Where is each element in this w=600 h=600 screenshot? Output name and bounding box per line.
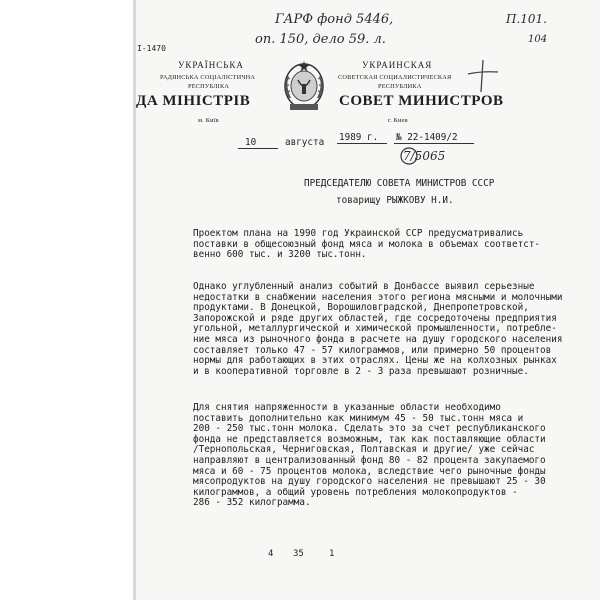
archive-sheet-number: 104 xyxy=(528,34,548,45)
paragraph-line: килограммов, а общий уровень потребления молокопродуктов - xyxy=(193,486,518,498)
archive-stamp-line2: оп. 150, дело 59. л. xyxy=(255,32,386,47)
footer-code-3: 1 xyxy=(329,549,335,559)
paragraph-line: составляет только 47 - 57 килограммов, или примерно 50 процентов xyxy=(193,344,552,356)
paragraph-line: и в кооперативной торговле в 2 - 3 раза превышают розничные. xyxy=(193,365,529,377)
letterhead-left-republic-1: РАДЯНСЬКА СОЦІАЛІСТИЧНА xyxy=(160,74,256,81)
registration-number: 7/5065 xyxy=(403,149,446,163)
paragraph-2 xyxy=(193,281,563,377)
letterhead-left-city: м. Київ xyxy=(198,117,219,124)
page-edge xyxy=(133,0,136,600)
paragraph-line: продуктами. В Донецкой, Ворошиловградской, Днепропетровской, xyxy=(193,302,529,314)
paragraph-line: 286 - 352 килограмма. xyxy=(193,497,311,509)
date-day: 10 xyxy=(245,137,257,148)
letterhead-left-country: УКРАЇНСЬКА xyxy=(178,60,244,70)
paragraph-line: 200 - 250 тыс.тонн молока. Сделать это за счет республиканского xyxy=(193,423,546,435)
archive-stamp-line1: ГАРФ фонд 5446, xyxy=(275,12,394,27)
paragraph-line: /Тернопольская, Черниговская, Полтавская и другие/ уже сейчас xyxy=(193,444,535,456)
document-number-underline xyxy=(394,143,474,144)
paragraph-1 xyxy=(193,228,541,261)
paragraph-line: поставить дополнительно как минимум 45 - 50 тыс.тонн мяса и xyxy=(193,412,524,424)
paragraph-line: направляют в централизованный фонд 80 - 82 процента закупаемого xyxy=(193,454,546,466)
document-number: № 22-1409/2 xyxy=(396,132,458,143)
paragraph-line: угольной, металлургической и химической промышленности, потребле- xyxy=(193,323,557,335)
footer-code-1: 4 xyxy=(268,549,274,559)
addressee-title: ПРЕДСЕДАТЕЛЮ СОВЕТА МИНИСТРОВ СССР xyxy=(304,178,495,189)
paragraph-line: мяса и 60 - 75 процентов молока, вследствие чего рыночные фонды xyxy=(193,465,546,477)
paragraph-line: мясопродуктов на душу городского населения не превышают 25 - 30 xyxy=(193,476,546,488)
letterhead-right-country: УКРАИНСКАЯ xyxy=(362,60,433,70)
paragraph-line: Проектом плана на 1990 год Украинской ССР предусматривались xyxy=(193,228,524,239)
handwritten-cross-mark-icon xyxy=(466,58,500,94)
footer-code-2: 35 xyxy=(293,549,304,559)
paragraph-line: Для снятия напряженности в указанные области необходимо xyxy=(193,402,501,413)
paragraph-line: недостатки в снабжении населения этого региона мясными и молочными xyxy=(193,291,563,303)
paragraph-line: нормы для работающих в этих отраслях. Цены же на колхозных рынках xyxy=(193,355,557,367)
letterhead-left-republic-2: РЕСПУБЛІКА xyxy=(188,83,230,90)
paragraph-line: венно 600 тыс. и 3200 тыс.тонн. xyxy=(193,249,367,261)
registration-circle-icon xyxy=(399,146,419,166)
letterhead-right-city: г. Киев xyxy=(388,117,408,124)
date-year: 1989 г. xyxy=(339,132,379,143)
paragraph-line: ние мяса из рыночного фонда в расчете на душу городского населения xyxy=(193,333,563,345)
left-margin-number: I-1470 xyxy=(137,44,166,53)
paragraph-line: Однако углубленный анализ событий в Донбассе выявил серьезные xyxy=(193,281,535,292)
letterhead-right-body: СОВЕТ МИНИСТРОВ xyxy=(339,93,504,109)
archive-page-ref: П.101. xyxy=(506,12,547,26)
date-day-underline xyxy=(238,148,278,149)
letterhead-right-republic-1: СОВЕТСКАЯ СОЦИАЛИСТИЧЕСКАЯ xyxy=(338,74,452,81)
paragraph-line: фонда не представляется возможным, так как поставляющие области xyxy=(193,433,546,445)
paragraph-3 xyxy=(193,402,546,509)
paragraph-line: Запорожской и ряде других областей, где сосредоточены предприятия xyxy=(193,312,557,324)
state-emblem-icon xyxy=(280,58,328,114)
date-year-underline xyxy=(337,143,387,144)
addressee-name: товарищу РЫЖКОВУ Н.И. xyxy=(336,195,454,206)
date-month: августа xyxy=(285,137,325,148)
paragraph-line: поставки в общесоюзный фонд мяса и молока в объемах соответст- xyxy=(193,238,541,250)
letterhead-left-body: ДА МІНІСТРІВ xyxy=(136,93,251,109)
letterhead-right-republic-2: РЕСПУБЛИКА xyxy=(378,83,422,90)
